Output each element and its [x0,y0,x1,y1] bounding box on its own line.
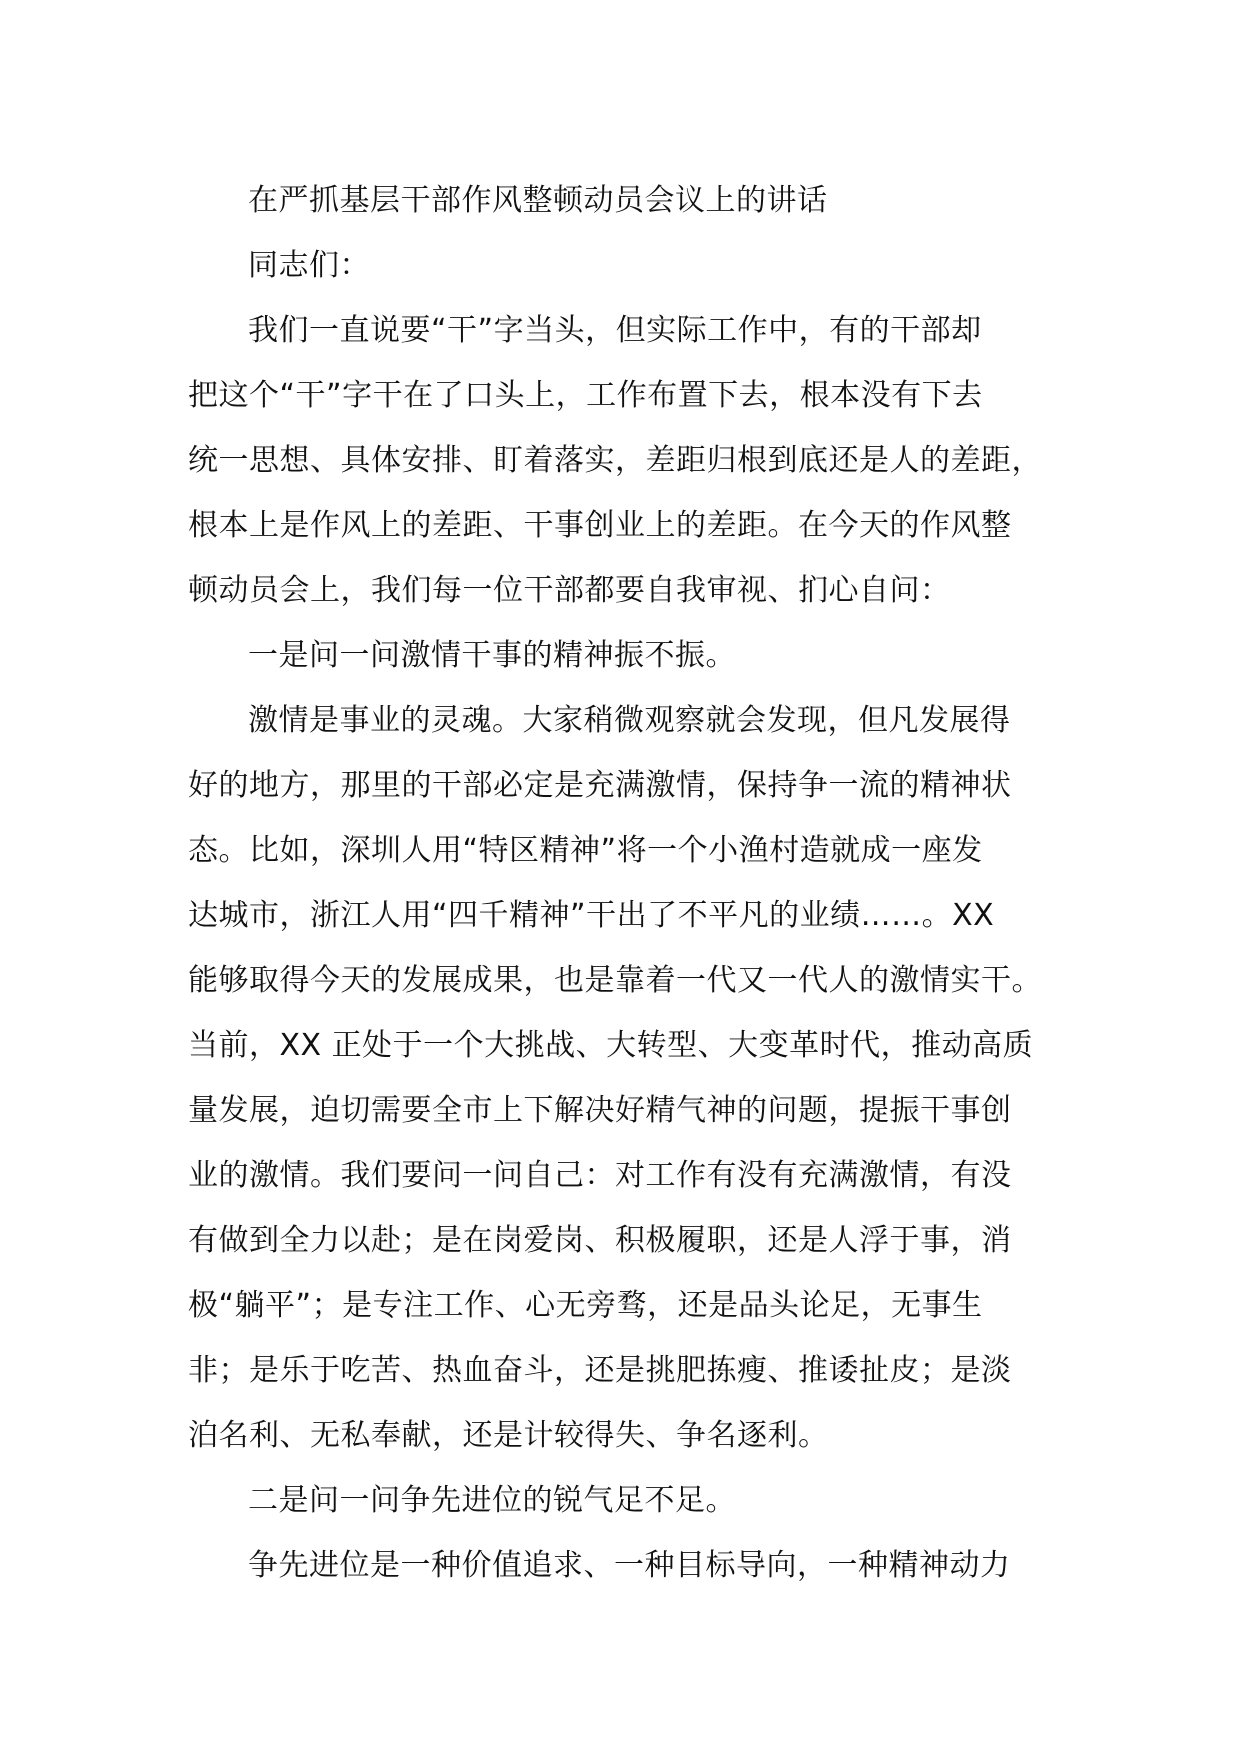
text-line: 极“躺平”；是专注工作、心无旁骛，还是品头论足，无事生 [188,1288,983,1323]
salutation: 同志们： [248,248,370,283]
text-line: 顿动员会上，我们每一位干部都要自我审视、扪心自问： [188,573,951,608]
text-line: 达城市，浙江人用“四千精神”干出了不平凡的业绩……。XX [188,898,995,933]
text-line: 争先进位是一种价值追求、一种目标导向，一种精神动力 [248,1548,1011,1583]
text-line: 泊名利、无私奉献，还是计较得失、争名逐利。 [188,1418,829,1453]
text-line: 当前，XX 正处于一个大挑战、大转型、大变革时代，推动高质 [188,1028,1034,1063]
text-line: 量发展，迫切需要全市上下解决好精气神的问题，提振干事创 [188,1093,1012,1128]
text-line: 态。比如，深圳人用“特区精神”将一个小渔村造就成一座发 [188,833,983,868]
text-line: 根本上是作风上的差距、干事创业上的差距。在今天的作风整 [188,508,1012,543]
text-line: 好的地方，那里的干部必定是充满激情，保持争一流的精神状 [188,768,1012,803]
text-line: 能够取得今天的发展成果，也是靠着一代又一代人的激情实干。 [188,963,1042,998]
text-line: 非；是乐于吃苦、热血奋斗，还是挑肥拣瘦、推诿扯皮；是淡 [188,1353,1012,1388]
text-line: 统一思想、具体安排、盯着落实，差距归根到底还是人的差距， [188,443,1042,478]
document-body [188,168,1088,1598]
document-title: 在严抓基层干部作风整顿动员会议上的讲话 [248,183,828,218]
text-line: 二是问一问争先进位的锐气足不足。 [248,1483,736,1518]
text-line: 把这个“干”字干在了口头上，工作布置下去，根本没有下去 [188,378,983,413]
text-line: 激情是事业的灵魂。大家稍微观察就会发现，但凡发展得 [248,703,1011,738]
text-line: 我们一直说要“干”字当头，但实际工作中，有的干部却 [248,313,982,348]
text-line: 有做到全力以赴；是在岗爱岗、积极履职，还是人浮于事，消 [188,1223,1012,1258]
paragraph-lines [188,298,1088,1598]
text-line: 业的激情。我们要问一问自己：对工作有没有充满激情，有没 [188,1158,1012,1193]
text-line: 一是问一问激情干事的精神振不振。 [248,638,736,673]
